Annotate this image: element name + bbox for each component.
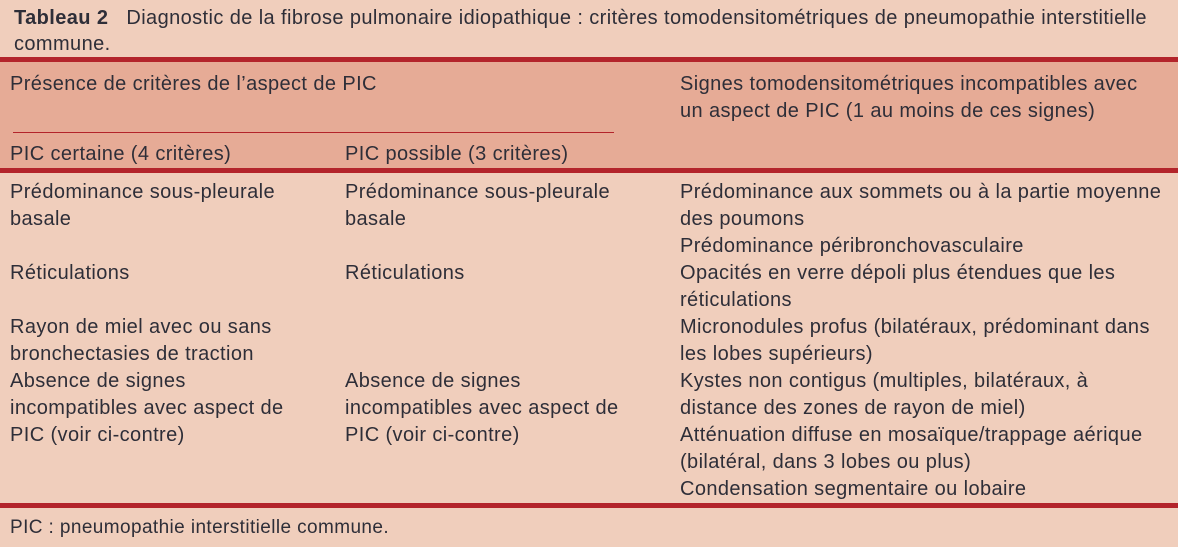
- table-header: [0, 62, 1178, 168]
- cell-certaine-row4: [10, 368, 345, 503]
- cell-item: Absence de signes incompatibles avec aspect de PIC (voir ci-contre): [345, 370, 619, 446]
- cell-certaine-row2: [10, 260, 345, 314]
- cell-incompatible-row1: [680, 179, 1178, 260]
- cell-item: Micronodules profus (bilatéraux, prédominant dans les lobes supérieurs): [680, 316, 1150, 365]
- table-body: [0, 173, 1178, 503]
- cell-item: Absence de signes incompatibles avec aspect de PIC (voir ci-contre): [10, 370, 284, 446]
- cell-incompatible-row2: [680, 260, 1178, 314]
- cell-item: Prédominance aux sommets ou à la partie moyenne des poumons: [680, 181, 1162, 230]
- presence-group-rule: [13, 132, 614, 133]
- cell-item: Réticulations: [10, 262, 130, 284]
- cell-item: Atténuation diffuse en mosaïque/trappage aérique (bilatéral, dans 3 lobes ou plus): [680, 424, 1143, 473]
- cell-item: Réticulations: [345, 262, 465, 284]
- cell-possible-row4: [345, 368, 680, 503]
- cell-item: Prédominance péribronchovasculaire: [680, 235, 1024, 257]
- cell-certaine-row3: [10, 314, 345, 368]
- table-title: Diagnostic de la fibrose pulmonaire idiopathique : critères tomodensitométriques de pneumopathie interstitielle commune.: [14, 7, 1147, 55]
- cell-item: Prédominance sous-pleurale basale: [10, 181, 275, 230]
- footnote-text: PIC : pneumopathie interstitielle commune.: [10, 517, 390, 538]
- cell-item: Opacités en verre dépoli plus étendues que les réticulations: [680, 262, 1116, 311]
- cell-item: Kystes non contigus (multiples, bilatéraux, à distance des zones de rayon de miel): [680, 370, 1089, 419]
- header-pic-possible: PIC possible (3 critères): [345, 143, 569, 165]
- table-footnote: [0, 508, 1178, 547]
- header-presence-group: Présence de critères de l’aspect de PIC: [10, 73, 377, 95]
- header-incompatible-signs: Signes tomodensitométriques incompatibles avec un aspect de PIC (1 au moins de ces signes): [680, 73, 1138, 122]
- cell-incompatible-row3: [680, 314, 1178, 368]
- cell-certaine-row1: [10, 179, 345, 260]
- table-caption: [0, 0, 1178, 57]
- cell-possible-row3: [345, 314, 680, 368]
- cell-item: Prédominance sous-pleurale basale: [345, 181, 610, 230]
- cell-possible-row1: [345, 179, 680, 260]
- cell-incompatible-row4: [680, 368, 1178, 503]
- cell-item: Rayon de miel avec ou sans bronchectasies de traction: [10, 316, 272, 365]
- cell-possible-row2: [345, 260, 680, 314]
- header-pic-certaine: PIC certaine (4 critères): [10, 143, 232, 165]
- cell-item: Condensation segmentaire ou lobaire: [680, 478, 1027, 500]
- table-number: Tableau 2: [14, 7, 109, 29]
